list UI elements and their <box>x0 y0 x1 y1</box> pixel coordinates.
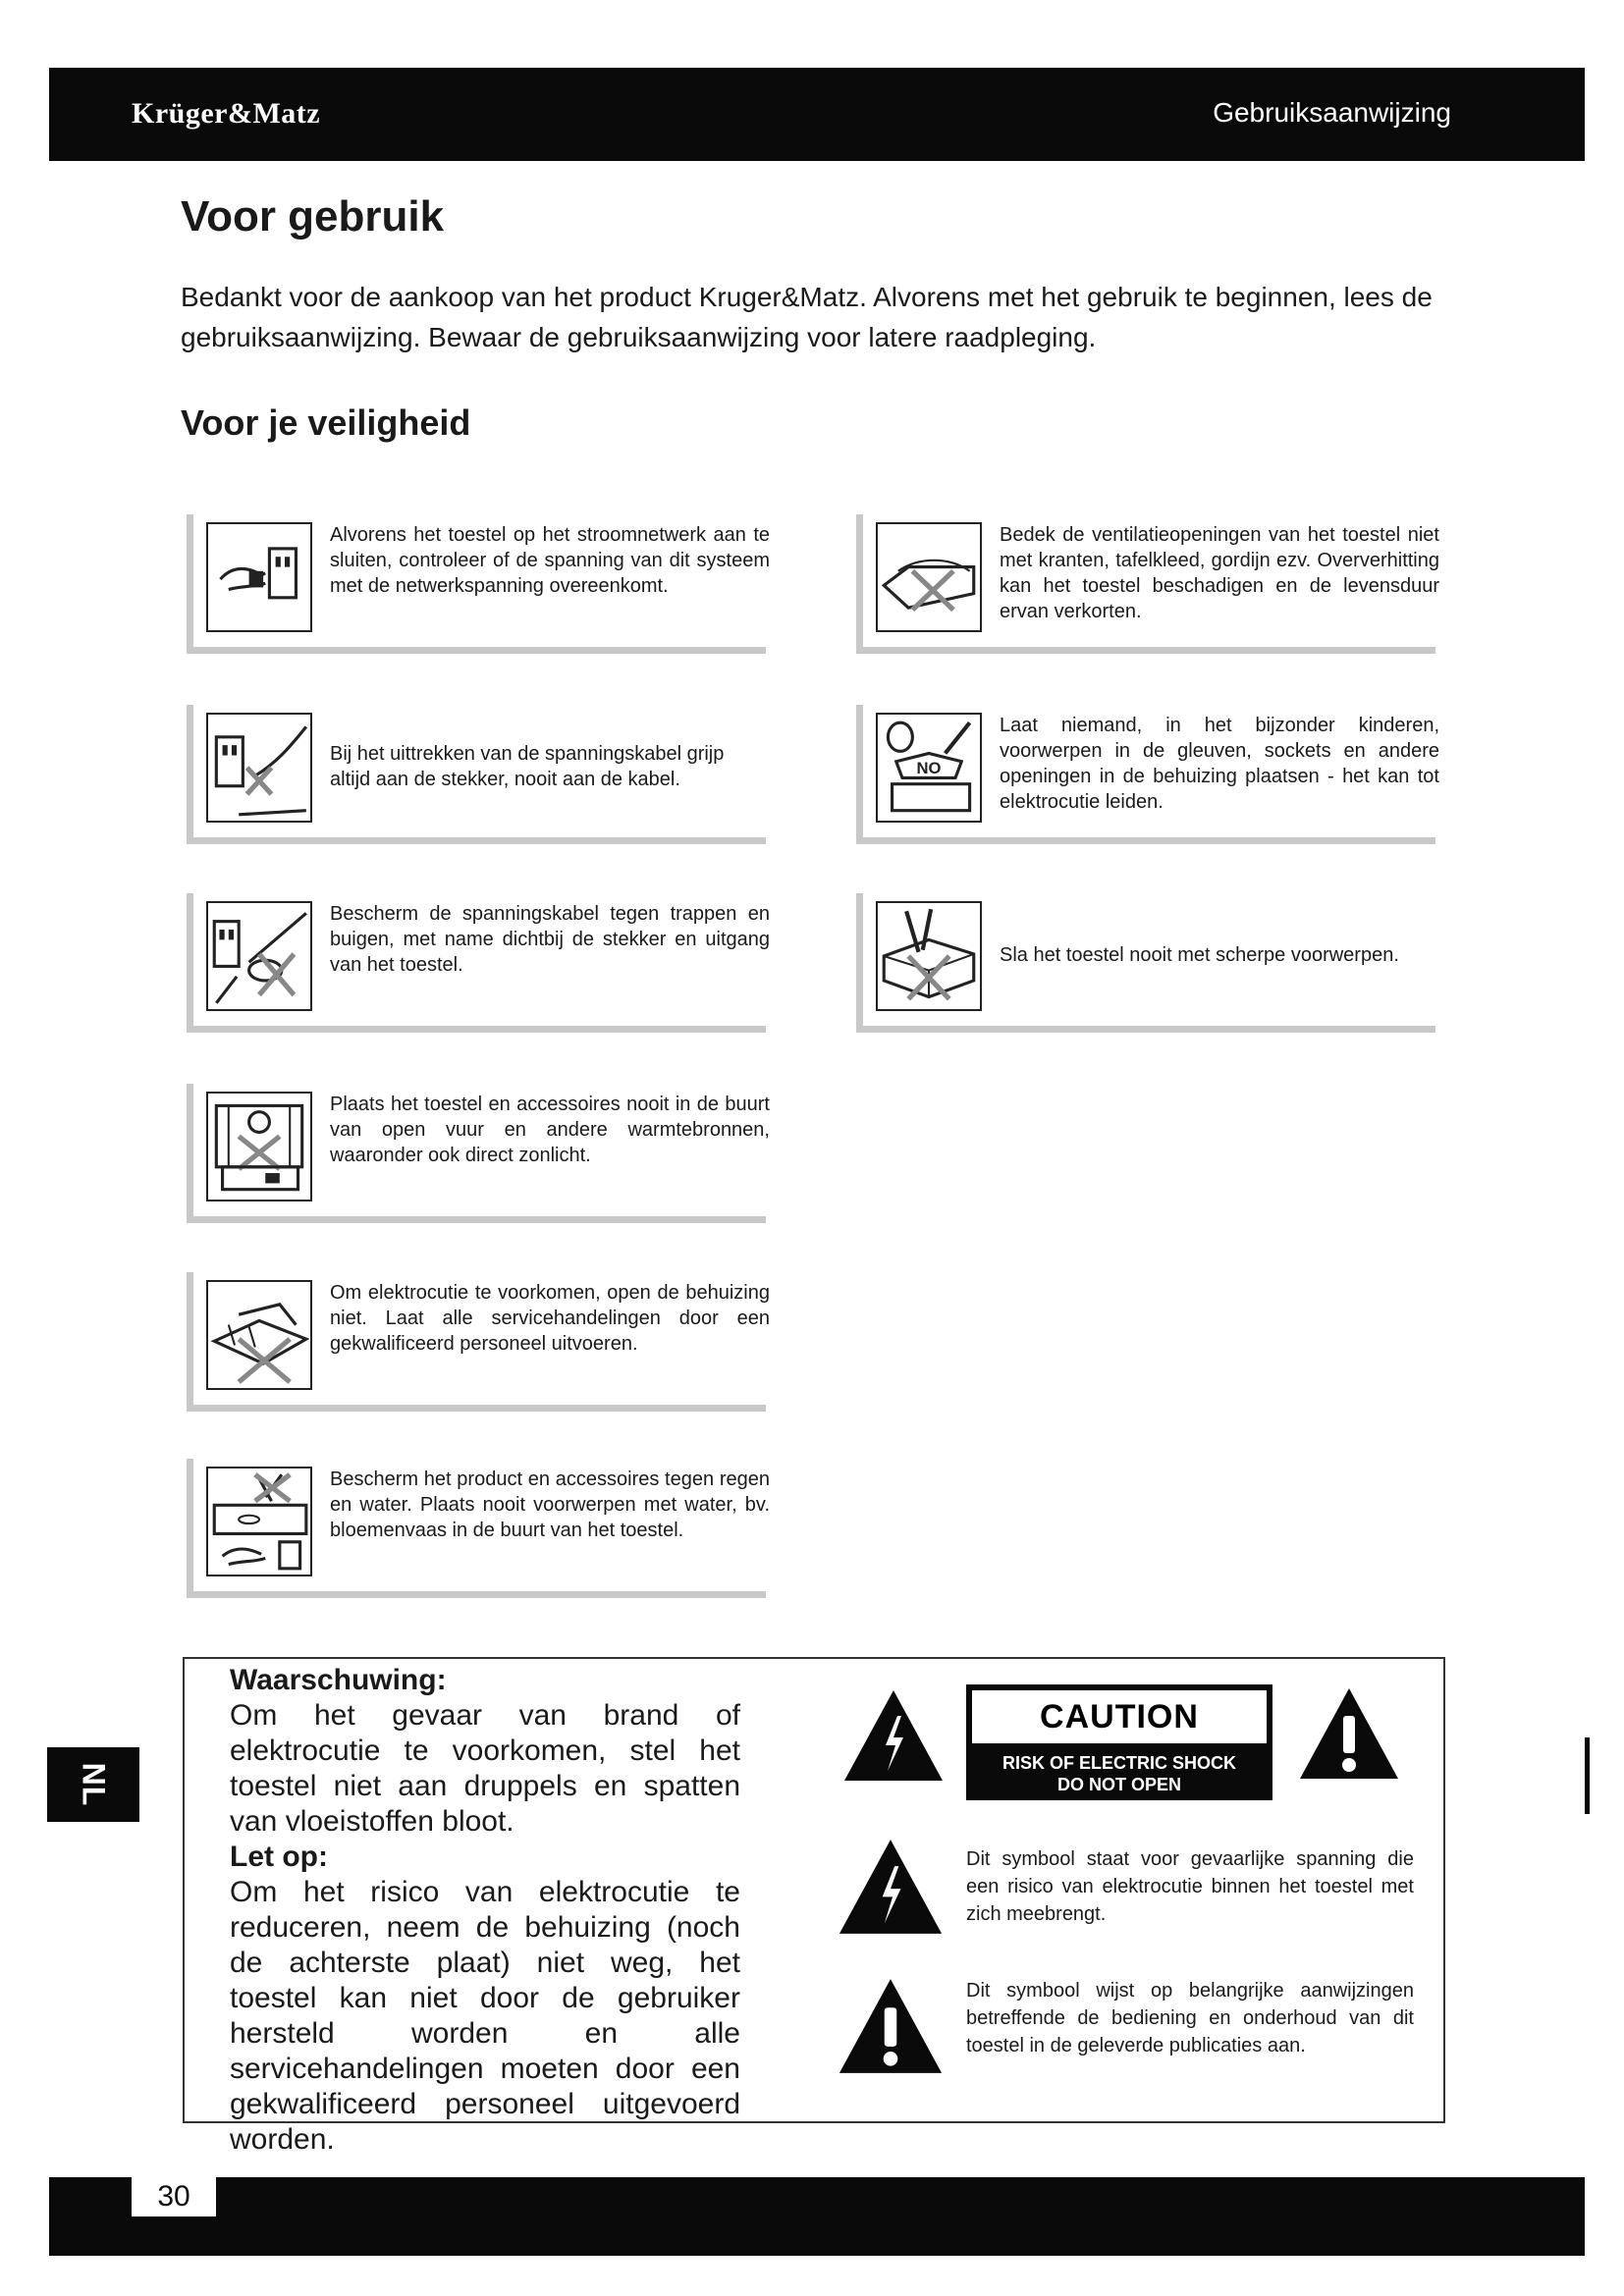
exclamation-warning-icon <box>1298 1686 1400 1781</box>
safety-text: Laat niemand, in het bijzonder kinderen, voorwerpen in de gleuven, sockets en andere openingen in de behuizing plaatsen - het kan tot elektrocutie leiden. <box>1000 715 1439 813</box>
margin-marker <box>1585 1737 1590 1814</box>
safety-text: Bedek de ventilatieopeningen van het toestel niet met kranten, tafelkleed, gordijn ezv. Oververhitting kan het toestel beschadigen en de levensduur ervan verkorten. <box>1000 524 1439 622</box>
safety-text: Bescherm het product en accessoires tegen regen en water. Plaats nooit voorwerpen met water, bv. bloemenvaas in de buurt van het toestel. <box>330 1468 770 1541</box>
safety-text: Om elektrocutie te voorkomen, open de behuizing niet. Laat alle servicehandelingen door een gekwalificeerd personeel uitvoeren. <box>330 1282 770 1355</box>
open-housing-icon <box>206 1280 312 1390</box>
safety-text: Plaats het toestel en accessoires nooit in de buurt van open vuur en andere warmtebronnen, waaronder ook direct zonlicht. <box>330 1094 770 1166</box>
heat-source-icon <box>206 1092 312 1201</box>
unplug-cable-icon <box>206 713 312 823</box>
warning-text: Om het gevaar van brand of elektrocutie te voorkomen, stel het toestel niet aan druppels en spatten van vloeistoffen bloot. <box>230 1699 740 1838</box>
safety-card <box>856 699 1439 844</box>
exclamation-warning-icon <box>837 1977 945 2075</box>
cable-protection-icon <box>206 901 312 1011</box>
page-number: 30 <box>132 2177 216 2216</box>
caution-line: DO NOT OPEN <box>1056 1775 1181 1794</box>
safety-card <box>187 699 766 844</box>
caution-title: CAUTION <box>972 1690 1267 1743</box>
warning-section <box>230 1663 740 1840</box>
language-label: NL <box>76 1762 112 1807</box>
header-bar <box>49 68 1585 161</box>
safety-heading: Voor je veiligheid <box>181 402 471 443</box>
brand-logo: Krüger&Matz <box>132 97 321 130</box>
covered-vents-icon <box>876 522 982 632</box>
warning-box <box>183 1657 1445 2156</box>
caution-label <box>966 1684 1272 1800</box>
safety-card <box>187 508 770 654</box>
caution-line: RISK OF ELECTRIC SHOCK <box>1001 1753 1236 1773</box>
note-title: Let op: <box>230 1841 328 1873</box>
voltage-symbol-text: Dit symbool staat voor gevaarlijke spanning die een risico van elektrocutie binnen het toestel met zich meebrengt. <box>966 1848 1414 1925</box>
high-voltage-warning-icon <box>837 1838 945 1936</box>
no-objects-icon <box>876 713 982 823</box>
info-symbol-text: Dit symbool wijst op belangrijke aanwijzingen betreffende de bediening en onderhoud van dit toestel in de geleverde publicaties aan. <box>966 1980 1414 2056</box>
safety-card <box>187 1078 770 1223</box>
document-type-title: Gebruiksaanwijzing <box>1213 97 1451 128</box>
safety-card <box>856 508 1439 654</box>
footer-bar <box>49 2177 1585 2256</box>
svg-text:NO: NO <box>916 759 942 778</box>
safety-card <box>187 1266 770 1412</box>
warning-title: Waarschuwing: <box>230 1664 447 1696</box>
safety-card <box>187 1453 770 1598</box>
safety-text: Sla het toestel nooit met scherpe voorwerpen. <box>1000 944 1399 966</box>
safety-card <box>187 887 770 1033</box>
safety-text: Alvorens het toestel op het stroomnetwerk aan te sluiten, controleer of de spanning van dit systeem met de netwerkspanning overeenkomt. <box>330 524 770 597</box>
language-tab <box>47 1747 139 1822</box>
page-title: Voor gebruik <box>181 192 445 240</box>
note-section <box>230 1840 740 2158</box>
safety-text: Bescherm de spanningskabel tegen trappen en buigen, met name dichtbij de stekker en uitgang van het toestel. <box>330 903 770 976</box>
sharp-objects-icon <box>876 901 982 1011</box>
safety-card <box>856 887 1435 1033</box>
safety-text: Bij het uittrekken van de spanningskabel grijp altijd aan de stekker, nooit aan de kabel. <box>330 743 725 790</box>
intro-paragraph: Bedankt voor de aankoop van het product Kruger&Matz. Alvorens met het gebruik te beginnen, lees de gebruiksaanwijzing. Bewaar de gebruiksaanwijzing voor latere raadpleging. <box>181 282 1433 352</box>
water-vase-icon <box>206 1467 312 1576</box>
plug-socket-icon <box>206 522 312 632</box>
note-text: Om het risico van elektrocutie te reduceren, neem de behuizing (noch de achterste plaat) niet weg, het toestel kan niet door de gebruiker hersteld worden en alle servicehandelingen moeten door een gekwalificeerd personeel uitgevoerd worden. <box>230 1876 740 2156</box>
high-voltage-warning-icon <box>842 1688 945 1783</box>
